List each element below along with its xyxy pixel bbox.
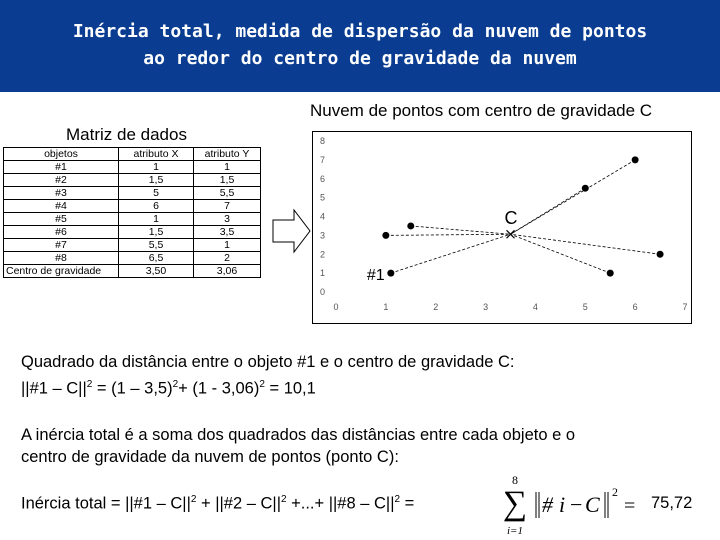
- table-cell: 1,5: [119, 174, 194, 187]
- header-cell: atributo X: [119, 148, 194, 161]
- gravity-center-row: [4, 265, 261, 278]
- exponent: 2: [172, 379, 179, 390]
- inertia-part: +...+ ||#8 – C||: [286, 494, 395, 513]
- formula-index: i: [559, 492, 566, 517]
- data-point: [632, 156, 639, 163]
- table-cell: #7: [4, 239, 119, 252]
- summation-formula: [502, 472, 652, 540]
- x-tick-label: 4: [532, 302, 538, 312]
- chart-title: Nuvem de pontos com centro de gravidade C: [310, 101, 653, 120]
- title-line-1: Inércia total, medida de dispersão da nuvem de pontos: [72, 21, 648, 42]
- table-cell: #1: [4, 161, 119, 174]
- inertia-description-line1: A inércia total é a soma dos quadrados das distâncias entre cada objeto e o: [21, 426, 576, 444]
- data-point: [407, 222, 414, 229]
- table-cell: 1: [194, 239, 261, 252]
- data-point: [657, 251, 664, 258]
- exponent: 2: [394, 494, 401, 505]
- y-tick-label: 8: [320, 136, 326, 146]
- formula-exponent: 2: [612, 485, 618, 499]
- data-point: [607, 270, 614, 277]
- y-tick-label: 3: [320, 230, 326, 241]
- x-tick-label: 6: [632, 302, 638, 312]
- title-bar: [0, 0, 720, 92]
- point-label: #1: [366, 267, 385, 285]
- x-tick-label: 0: [333, 302, 339, 312]
- y-tick-label: 6: [320, 173, 326, 184]
- right-arrow-icon: [272, 208, 312, 254]
- x-tick-label: 7: [682, 302, 688, 312]
- distance-part: ||#1 – C||: [21, 379, 87, 398]
- table-row: [4, 174, 261, 187]
- table-cell: 7: [194, 200, 261, 213]
- y-tick-label: 7: [320, 154, 326, 165]
- distance-part: = (1 – 3,5): [92, 379, 173, 398]
- distance-part: = 10,1: [264, 379, 316, 398]
- x-tick-label: 5: [582, 302, 588, 312]
- inertia-description-line2: centro de gravidade da nuvem de pontos (ponto C):: [21, 448, 399, 466]
- table-cell: 5,5: [194, 187, 261, 200]
- table-cell: #4: [4, 200, 119, 213]
- table-cell: 3,5: [194, 226, 261, 239]
- formula-equals: =: [624, 495, 636, 517]
- x-tick-label: 1: [383, 302, 389, 312]
- table-cell: #3: [4, 187, 119, 200]
- data-point: [382, 232, 389, 239]
- header-cell: atributo Y: [194, 148, 261, 161]
- sigma-icon: ∑: [502, 485, 528, 522]
- header-cell: objetos: [4, 148, 119, 161]
- table-row: [4, 239, 261, 252]
- distance-formula: [21, 375, 316, 399]
- exponent: 2: [280, 494, 287, 505]
- y-tick-label: 5: [320, 192, 326, 203]
- distance-part: + (1 - 3,06): [178, 379, 260, 398]
- title-line-2: ao redor do centro de gravidade da nuvem: [143, 48, 577, 69]
- data-point: [582, 185, 589, 192]
- table-cell: #6: [4, 226, 119, 239]
- matrix-title: Matriz de dados: [66, 125, 187, 144]
- inertia-part: =: [400, 494, 415, 513]
- table-cell: 5: [119, 187, 194, 200]
- x-tick-label: 2: [433, 302, 439, 312]
- x-tick-label: 3: [483, 302, 489, 312]
- inertia-equation: [21, 494, 414, 514]
- table-row: [4, 187, 261, 200]
- scatter-chart: [312, 131, 692, 324]
- table-row: [4, 161, 261, 174]
- y-tick-label: 2: [320, 249, 326, 260]
- y-tick-label: 4: [320, 211, 326, 222]
- distance-heading: Quadrado da distância entre o objeto #1 e o centro de gravidade C:: [21, 353, 515, 371]
- table-cell: 1,5: [194, 174, 261, 187]
- inertia-part: Inércia total = ||#1 – C||: [21, 494, 191, 513]
- table-cell: 6,5: [119, 252, 194, 265]
- exponent: 2: [190, 494, 197, 505]
- exponent: 2: [259, 379, 265, 390]
- exponent: 2: [86, 379, 93, 390]
- table-row: [4, 200, 261, 213]
- table-cell: 3: [194, 213, 261, 226]
- table-cell: 2: [194, 252, 261, 265]
- table-cell: #5: [4, 213, 119, 226]
- y-tick-label: 1: [320, 268, 326, 279]
- center-label: C: [504, 208, 518, 229]
- table-row: [4, 252, 261, 265]
- table-row: [4, 226, 261, 239]
- formula-minus: −: [570, 492, 583, 517]
- formula-center: C: [585, 492, 600, 517]
- table-header-row: [4, 148, 261, 161]
- table-cell: #8: [4, 252, 119, 265]
- table-cell: 1: [119, 161, 194, 174]
- table-cell: Centro de gravidade: [4, 265, 119, 278]
- table-cell: 1: [119, 213, 194, 226]
- data-point: [387, 270, 394, 277]
- table-cell: 1,5: [119, 226, 194, 239]
- table-cell: #2: [4, 174, 119, 187]
- table-cell: 3,50: [119, 265, 194, 278]
- table-cell: 5,5: [119, 239, 194, 252]
- y-tick-label: 0: [320, 287, 326, 297]
- table-cell: 6: [119, 200, 194, 213]
- table-cell: 1: [194, 161, 261, 174]
- data-matrix-table: [3, 147, 261, 278]
- formula-hash: #: [542, 492, 553, 517]
- sum-upper-limit: 8: [512, 473, 518, 487]
- inertia-result: 75,72: [651, 494, 693, 512]
- sum-lower-limit: i=1: [507, 525, 523, 537]
- table-cell: 3,06: [194, 265, 261, 278]
- inertia-part: + ||#2 – C||: [196, 494, 281, 513]
- table-row: [4, 213, 261, 226]
